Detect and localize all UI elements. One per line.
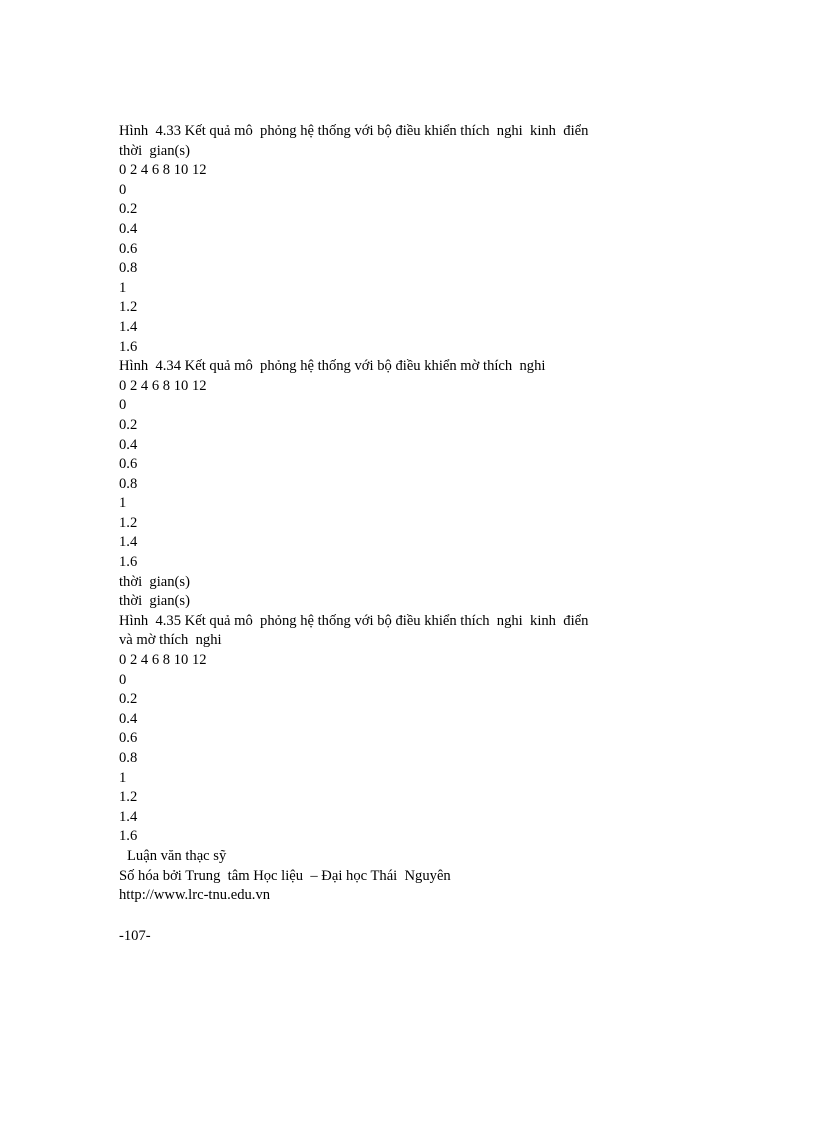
figure-434-x-axis-label: thời gian(s) xyxy=(119,593,190,610)
figure-435-y-tick: 0.6 xyxy=(119,730,138,747)
figure-434-y-tick: 1.4 xyxy=(119,534,138,551)
figure-433-y-tick: 1.2 xyxy=(119,299,138,316)
figure-435-x-ticks: 0 2 4 6 8 10 12 xyxy=(119,652,207,669)
figure-435-y-tick: 0.8 xyxy=(119,750,138,766)
figure-434-y-tick: 0.2 xyxy=(119,416,138,433)
figure-435-y-tick: 1.2 xyxy=(119,789,138,806)
spacer xyxy=(119,906,679,927)
figure-434-y-tick: 1.6 xyxy=(119,554,138,571)
figure-434-x-ticks: 0 2 4 6 8 10 12 xyxy=(119,377,207,394)
thesis-label: Luận văn thạc sỹ xyxy=(127,847,227,864)
figure-435-y-tick: 0.4 xyxy=(119,710,138,727)
figure-434-y-tick: 1.2 xyxy=(119,514,138,531)
figure-435-caption: Hình 4.35 Kết quả mô phỏng hệ thống với bộ điều khiển thích nghi kinh điển xyxy=(119,612,589,629)
figure-433-y-tick: 0.6 xyxy=(119,240,138,257)
figure-433-y-tick: 0 xyxy=(119,181,127,198)
figure-433-y-tick: 1 xyxy=(119,279,127,296)
figure-435-y-tick: 0 xyxy=(119,671,127,688)
source-url[interactable]: http://www.lrc-tnu.edu.vn xyxy=(119,887,271,904)
figure-434-y-tick: 0.6 xyxy=(119,456,138,473)
figure-433-y-tick: 0.4 xyxy=(119,220,138,237)
figure-433-y-tick: 1.4 xyxy=(119,318,138,335)
figure-435-caption-cont: và mờ thích nghi xyxy=(119,632,222,649)
figure-433-caption-cont: thời gian(s) xyxy=(119,142,190,159)
figure-434-y-tick: 0 xyxy=(119,397,127,414)
figure-434-y-tick: 0.8 xyxy=(119,475,138,492)
figure-435-y-tick: 1.6 xyxy=(119,828,138,845)
figure-434-y-tick: 0.4 xyxy=(119,436,138,453)
document-page xyxy=(119,122,679,946)
figure-435-y-tick: 1 xyxy=(119,769,127,786)
figure-434-caption: Hình 4.34 Kết quả mô phỏng hệ thống với bộ điều khiển mờ thích nghi xyxy=(119,358,546,375)
figure-435-y-tick: 0.2 xyxy=(119,691,138,708)
figure-433-y-tick: 0.8 xyxy=(119,260,138,277)
figure-433-y-tick: 1.6 xyxy=(119,338,138,355)
figure-435-y-tick: 1.4 xyxy=(119,808,138,825)
figure-433-x-ticks: 0 2 4 6 8 10 12 xyxy=(119,162,207,179)
digitized-by: Số hóa bởi Trung tâm Học liệu – Đại học Thái Nguyên xyxy=(119,867,451,884)
figure-434-x-axis-label: thời gian(s) xyxy=(119,573,190,590)
figure-434-y-tick: 1 xyxy=(119,495,127,512)
page-number: -107- xyxy=(119,927,151,944)
figure-433-caption: Hình 4.33 Kết quả mô phỏng hệ thống với bộ điều khiển thích nghi kinh điển xyxy=(119,123,589,139)
figure-433-y-tick: 0.2 xyxy=(119,201,138,218)
